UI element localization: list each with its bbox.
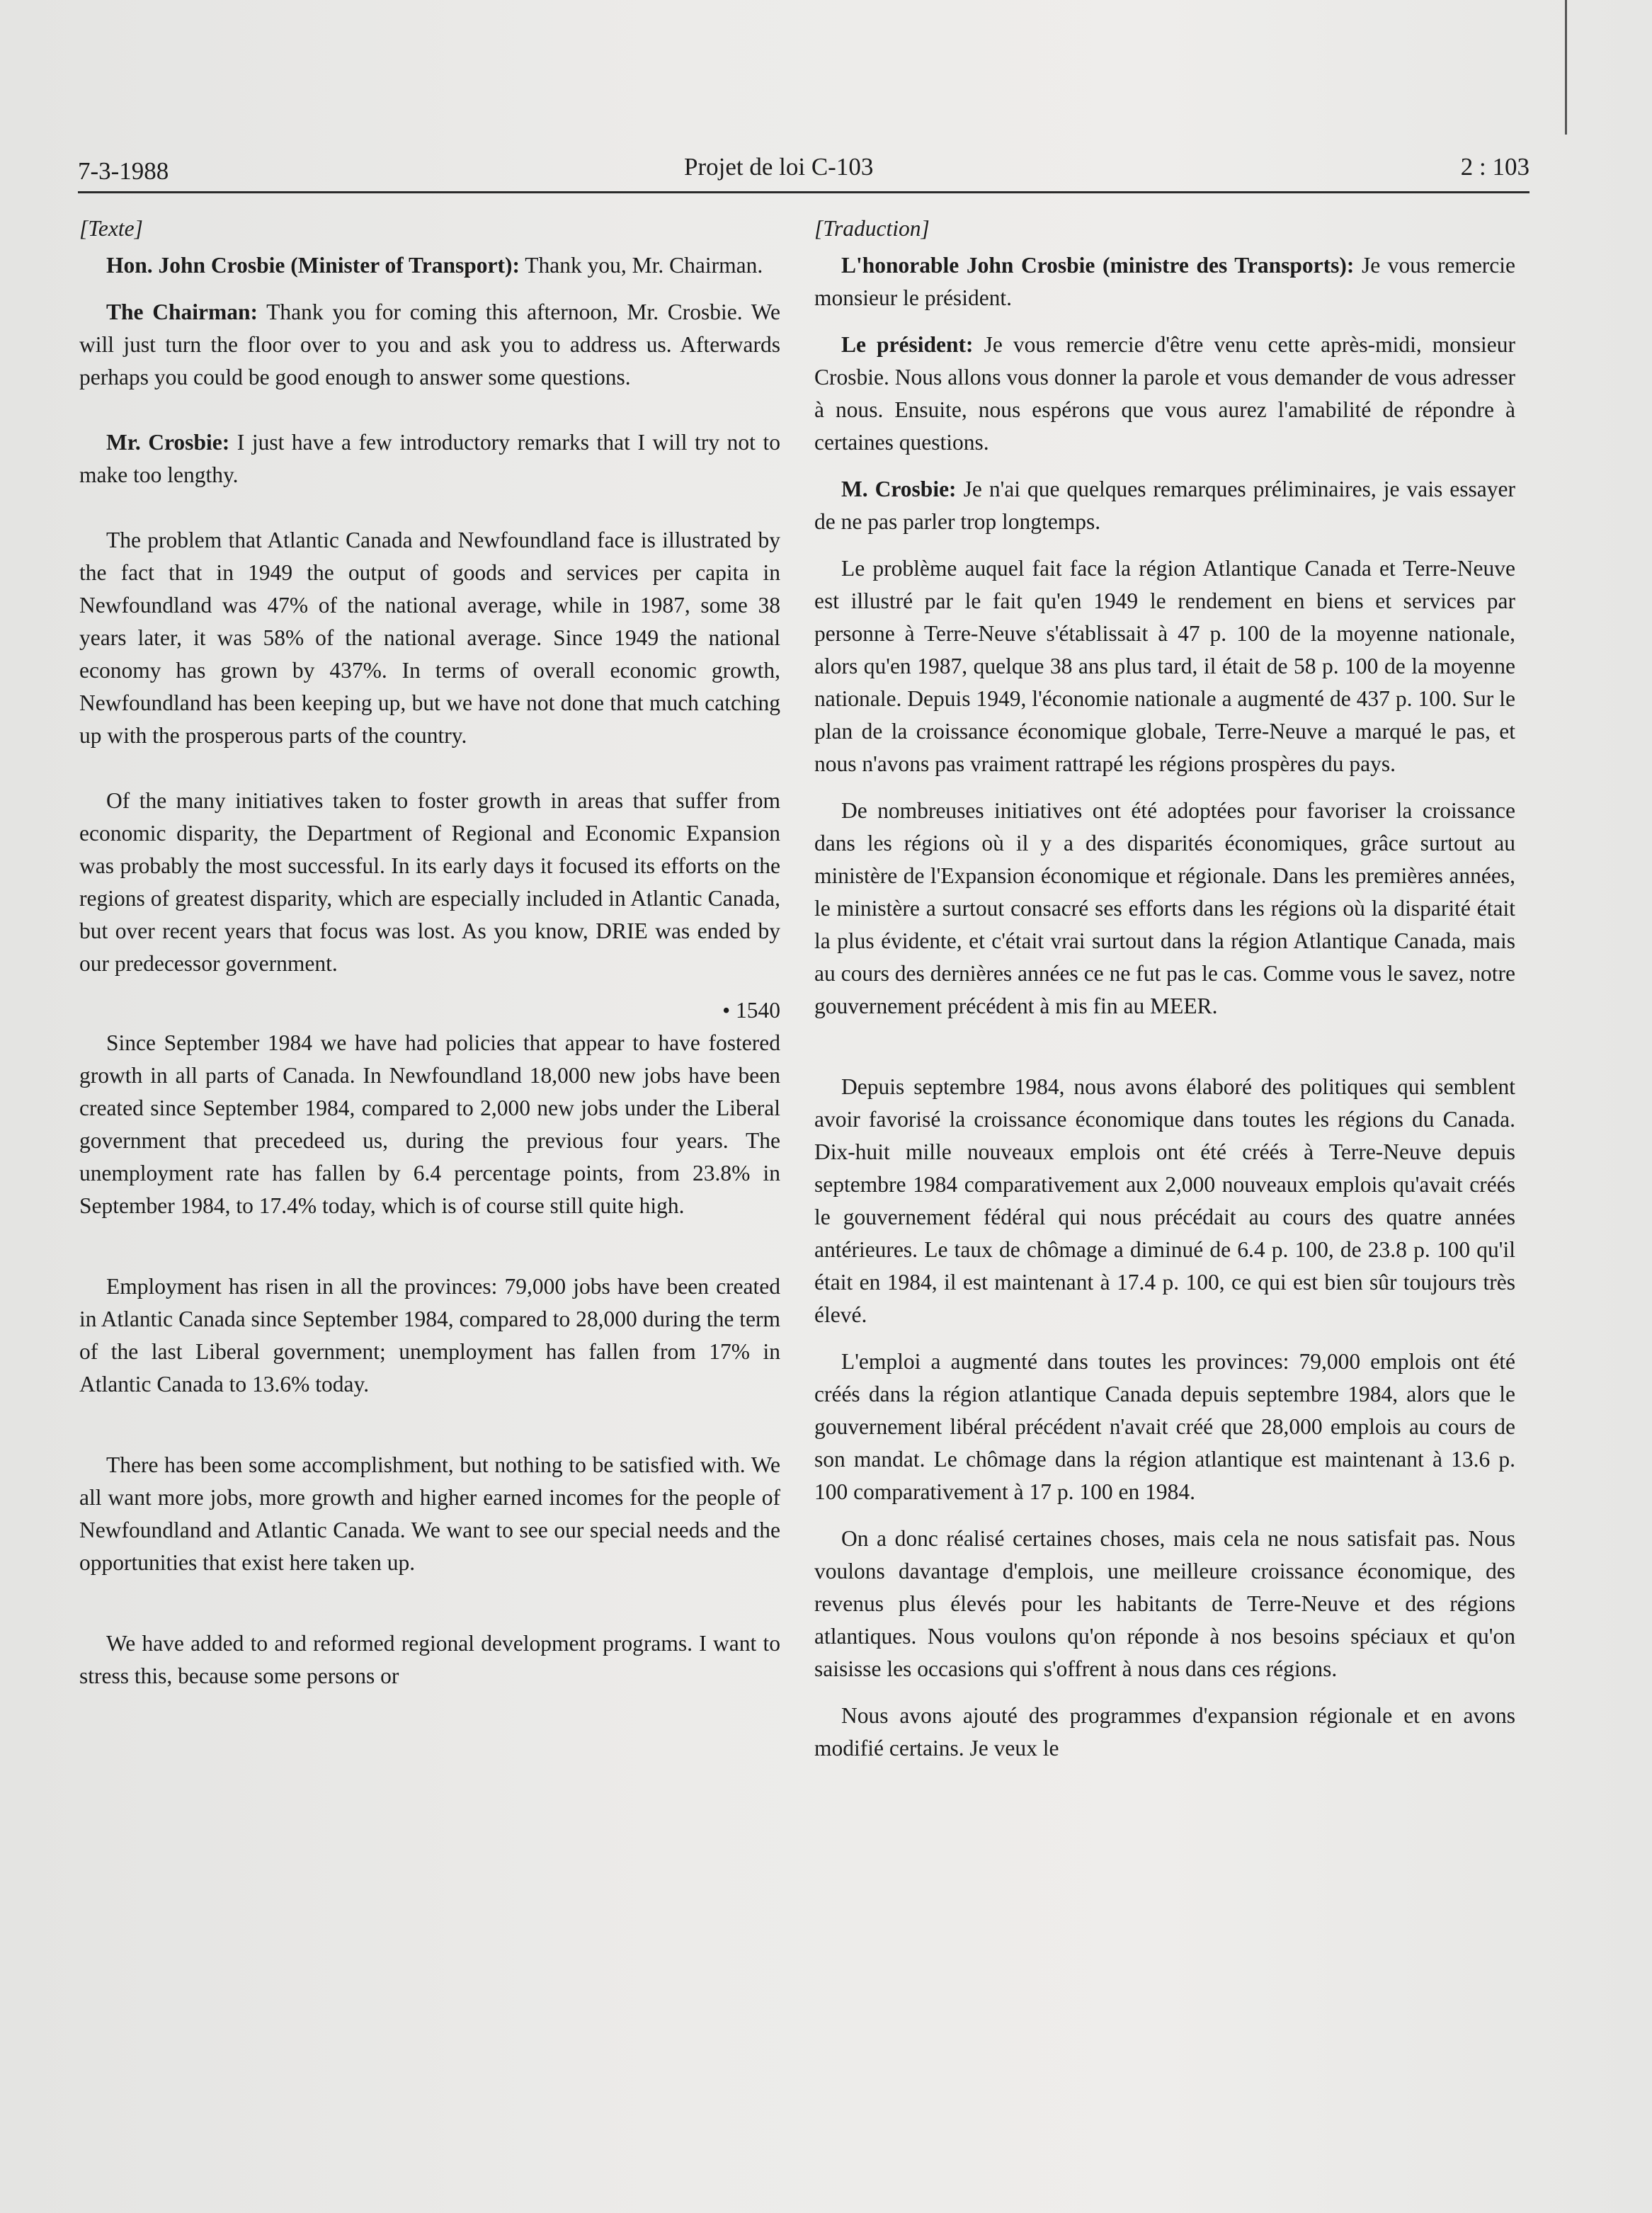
header-page-number: 2 : 103 xyxy=(1460,153,1529,181)
speaker-name: Le président: xyxy=(841,332,974,357)
french-paragraph-2 xyxy=(814,329,1515,459)
english-paragraph-7: Employment has risen in all the provinces: 79,000 jobs have been created in Atlantic Canada since September 1984, compared to 28,000 during the term of the last Liberal government; unemployment has fallen from 17% in Atlantic Canada to 13.6% today. xyxy=(79,1274,780,1396)
english-paragraph-6: Since September 1984 we have had policies that appear to have fostered growth in all parts of Canada. In Newfoundland 18,000 new jobs have been created since September 1984, compared to 2,000 new jobs under the Liberal government that precedeed us, during the previous four years. The unemployment rate has fallen by 6.4 percentage points, from 23.8% in September 1984, to 17.4% today, which is of course still quite high. xyxy=(79,1030,780,1218)
speech-text: Je vous remercie d'être venu cette après-midi, monsieur Crosbie. Nous allons vous donner la parole et vous demander de vous adresser à nous. Ensuite, nous espérons que vous aurez l'amabilité de répondre à certaines questions. xyxy=(814,332,1516,455)
english-paragraph-9: We have added to and reformed regional development programs. I want to stress this, because some persons or xyxy=(79,1631,780,1688)
french-paragraph-5: De nombreuses initiatives ont été adoptées pour favoriser la croissance dans les régions où il y a des disparités économiques, grâce surtout au ministère de l'Expansion économique et régionale. Dans les premières années, le ministère a surtout consacré ses efforts dans les régions où la disparité était la plus évidente, et c'était vrai surtout dans la région Atlantique Canada, mais au cours des dernières années ce ne fut pas le cas. Comme vous le savez, notre gouvernement précédent à mis fin au MEER. xyxy=(814,798,1515,1018)
english-paragraph-4: The problem that Atlantic Canada and Newfoundland face is illustrated by the fact that in 1949 the output of goods and services per capita in Newfoundland was 47% of the national average, while in 1987, some 38 years later, it was 58% of the national average. Since 1949 the national economy has grown by 437%. In terms of overall economic growth, Newfoundland has been keeping up, but we have not done that much catching up with the prosperous parts of the country. xyxy=(79,528,780,748)
speech-text: Je n'ai que quelques remarques préliminaires, je vais essayer de ne pas parler trop longtemps. xyxy=(814,477,1515,534)
speech-text: Je vous remercie monsieur le président. xyxy=(814,253,1516,310)
french-column xyxy=(814,212,1515,1765)
english-column xyxy=(79,212,780,1693)
english-text-tag: [Texte] xyxy=(79,216,143,241)
english-paragraph-2 xyxy=(79,296,780,394)
french-paragraph-6: Depuis septembre 1984, nous avons élaboré des politiques qui semblent avoir favorisé la croissance économique dans toutes les régions du Canada. Dix-huit mille nouveaux emplois ont été créés à Terre-Neuve depuis septembre 1984 comparativement aux 2,000 nouveaux emplois qu'avait créés le gouvernement fédéral qui nous précédait au cours des quatre années antérieures. Le taux de chômage a diminué de 6.4 p. 100, de 23.8 p. 100 qu'il était en 1984, il est maintenant à 17.4 p. 100, ce qui est bien sûr toujours très élevé. xyxy=(814,1074,1515,1327)
french-paragraph-9: Nous avons ajouté des programmes d'expansion régionale et en avons modifié certains. Je veux le xyxy=(814,1703,1515,1760)
english-paragraph-5: Of the many initiatives taken to foster growth in areas that suffer from economic disparity, the Department of Regional and Economic Expansion was probably the most successful. In its early days it focused its efforts on the regions of greatest disparity, which are especially included in Atlantic Canada, but over recent years that focus was lost. As you know, DRIE was ended by our predecessor government. xyxy=(79,788,780,976)
speaker-name: M. Crosbie: xyxy=(841,477,957,501)
speaker-name: L'honorable John Crosbie (ministre des Transports): xyxy=(841,253,1355,278)
header-title: Projet de loi C-103 xyxy=(684,153,874,181)
scan-edge-line xyxy=(1565,0,1567,135)
speaker-name: Mr. Crosbie: xyxy=(106,430,230,455)
english-paragraph-8: There has been some accomplishment, but nothing to be satisfied with. We all want more jobs, more growth and higher earned incomes for the people of Newfoundland and Atlantic Canada. We want to see our special needs and the opportunities that exist here taken up. xyxy=(79,1452,780,1575)
french-paragraph-7: L'emploi a augmenté dans toutes les provinces: 79,000 emplois ont été créés dans la région atlantique Canada depuis septembre 1984, alors que le gouvernement libéral précédent n'avait créé que 28,000 emplois au cours de son mandat. Le chômage dans la région atlantique est maintenant à 13.6 p. 100 comparativement à 17 p. 100 en 1984. xyxy=(814,1349,1515,1504)
french-paragraph-3 xyxy=(814,473,1515,538)
french-translation-tag: [Traduction] xyxy=(814,216,930,241)
speaker-name: The Chairman: xyxy=(106,300,258,324)
french-paragraph-8: On a donc réalisé certaines choses, mais cela ne nous satisfait pas. Nous voulons davantage d'emplois, une meilleure croissance économique, des revenus plus élevés pour les habitants de Terre-Neuve et des régions atlantiques. Nous voulons qu'on réponde à nos besoins spéciaux et qu'on saisisse les occasions qui s'offrent à nous dans ces régions. xyxy=(814,1526,1515,1681)
speech-text: Thank you, Mr. Chairman. xyxy=(519,253,763,278)
speaker-name: Hon. John Crosbie (Minister of Transport): xyxy=(106,253,520,278)
english-paragraph-1 xyxy=(79,249,780,282)
french-paragraph-1 xyxy=(814,249,1515,314)
header-rule xyxy=(78,191,1529,193)
english-paragraph-3 xyxy=(79,426,780,491)
speech-text: Thank you for coming this afternoon, Mr. Crosbie. We will just turn the floor over to you and ask you to address us. Afterwards perhaps you could be good enough to answer some questions. xyxy=(79,300,780,389)
time-marker: • 1540 xyxy=(722,998,780,1023)
header-date: 7-3-1988 xyxy=(78,157,169,185)
speech-text: I just have a few introductory remarks that I will try not to make too lengthy. xyxy=(79,430,780,487)
french-paragraph-4: Le problème auquel fait face la région Atlantique Canada et Terre-Neuve est illustré par le fait qu'en 1949 le rendement en biens et services par personne à Terre-Neuve s'établissait à 47 p. 100 de la moyenne nationale, alors qu'en 1987, quelque 38 ans plus tard, il était de 58 p. 100 de la moyenne nationale. Depuis 1949, l'économie nationale a augmenté de 437 p. 100. Sur le plan de la croissance économique globale, Terre-Neuve a marqué le pas, et nous n'avons pas vraiment rattrapé les régions prospères du pays. xyxy=(814,556,1515,776)
page-header xyxy=(78,150,1529,187)
